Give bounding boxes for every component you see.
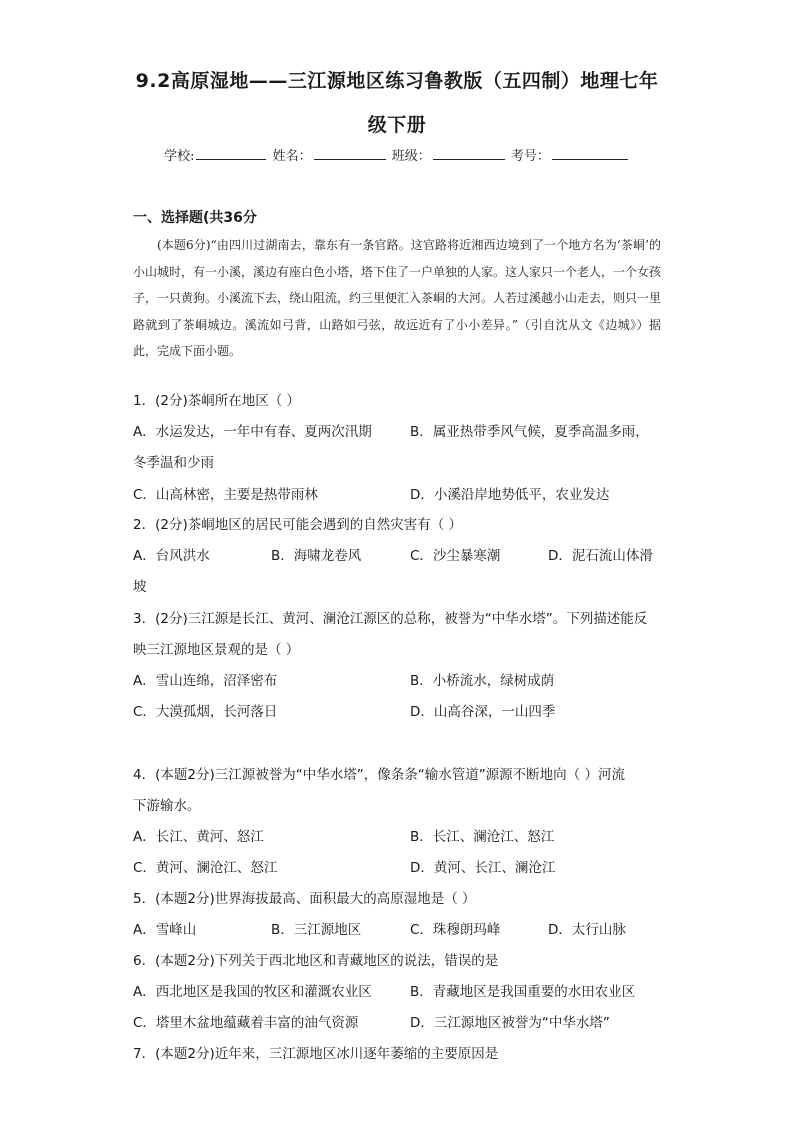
question-5-stem: 5．(本题2分)世界海拔最高、面积最大的高原湿地是（ ） — [133, 891, 476, 907]
q3-option-d[interactable]: D．山高谷深，一山四季 — [410, 704, 556, 720]
page-title-continued: 级下册 — [367, 114, 427, 136]
q5-option-b[interactable]: B．三江源地区 — [271, 922, 362, 938]
exam-number-blank[interactable] — [552, 147, 628, 160]
reading-passage — [133, 232, 661, 365]
q4-option-b[interactable]: B．长江、澜沧江、怒江 — [410, 829, 555, 845]
passage-text: (本题6分)“由四川过湖南去，靠东有一条官路。这官路将近湘西边境到了一个地方名为‘茶峒’的小山城时，有一小溪，溪边有座白色小塔，塔下住了一户单独的人家。这人家只一个老人，一个女孩子，一只黄狗。小溪流下去，绕山阻流，约三里便汇入茶峒的大河。人若过溪越小山走去，则只一里路就到了茶峒城边。溪流如弓背，山路如弓弦，故远近有了小小差异。”（引自沈从文《边城》）据此，完成下面小题。 — [133, 238, 662, 358]
question-2-stem: 2．(2分)茶峒地区的居民可能会遇到的自然灾害有（ ） — [133, 517, 463, 533]
question-4-stem: 4．(本题2分)三江源被誉为“中华水塔”，像条条“输水管道”源源不断地向（ ）河流 — [133, 767, 625, 783]
class-blank[interactable] — [433, 147, 505, 160]
q2-option-c[interactable]: C．沙尘暴寒潮 — [410, 548, 501, 564]
q6-option-c[interactable]: C．塔里木盆地蕴藏着丰富的油气资源 — [133, 1015, 359, 1031]
q3-option-c[interactable]: C．大漠孤烟，长河落日 — [133, 704, 278, 720]
q4-option-d[interactable]: D．黄河、长江、澜沧江 — [410, 860, 556, 876]
student-info-row — [0, 145, 794, 164]
question-4-stem-continued: 下游输水。 — [133, 798, 201, 814]
section-heading: 一、选择题(共36分 — [133, 210, 257, 226]
name-label: 姓名： — [272, 149, 312, 164]
exam-number-label: 考号： — [510, 149, 550, 164]
q2-option-a[interactable]: A．台风洪水 — [133, 548, 210, 564]
question-3-stem-continued: 映三江源地区景观的是（ ） — [133, 642, 300, 658]
q5-option-c[interactable]: C．珠穆朗玛峰 — [410, 922, 501, 938]
q1-option-b[interactable]: B．属亚热带季风气候，夏季高温多雨， — [410, 424, 649, 440]
q1-option-d[interactable]: D．小溪沿岸地势低平，农业发达 — [410, 487, 610, 503]
name-blank[interactable] — [314, 147, 386, 160]
school-blank[interactable] — [196, 147, 266, 160]
question-6-stem: 6．(本题2分)下列关于西北地区和青藏地区的说法，错误的是 — [133, 953, 499, 969]
q5-option-d[interactable]: D．太行山脉 — [548, 922, 626, 938]
school-label: 学校: — [164, 149, 195, 164]
q1-option-a[interactable]: A．水运发达，一年中有春、夏两次汛期 — [133, 424, 372, 440]
q6-option-d[interactable]: D．三江源地区被誉为“中华水塔” — [410, 1015, 610, 1031]
q2-option-d[interactable]: D．泥石流山体滑 — [548, 548, 653, 564]
q4-option-a[interactable]: A．长江、黄河、怒江 — [133, 829, 264, 845]
page-title: 9.2高原湿地——三江源地区练习鲁教版（五四制）地理七年 — [135, 70, 659, 92]
q2-option-b[interactable]: B．海啸龙卷风 — [271, 548, 362, 564]
question-7-stem: 7．(本题2分)近年来，三江源地区冰川逐年萎缩的主要原因是 — [133, 1046, 499, 1062]
q1-option-b-continued: 冬季温和少雨 — [133, 455, 214, 471]
class-label: 班级： — [391, 149, 431, 164]
q6-option-a[interactable]: A．西北地区是我国的牧区和灌溉农业区 — [133, 984, 372, 1000]
q5-option-a[interactable]: A．雪峰山 — [133, 922, 197, 938]
q6-option-b[interactable]: B．青藏地区是我国重要的水田农业区 — [410, 984, 636, 1000]
question-1-stem: 1．(2分)茶峒所在地区（ ） — [133, 393, 301, 409]
q3-option-b[interactable]: B．小桥流水，绿树成荫 — [410, 673, 555, 689]
q2-option-d-continued: 坡 — [133, 579, 147, 595]
q3-option-a[interactable]: A．雪山连绵，沼泽密布 — [133, 673, 278, 689]
q4-option-c[interactable]: C．黄河、澜沧江、怒江 — [133, 860, 278, 876]
q1-option-c[interactable]: C．山高林密，主要是热带雨林 — [133, 487, 318, 503]
question-3-stem: 3．(2分)三江源是长江、黄河、澜沧江源区的总称，被誉为“中华水塔”。下列描述能反 — [133, 611, 648, 627]
